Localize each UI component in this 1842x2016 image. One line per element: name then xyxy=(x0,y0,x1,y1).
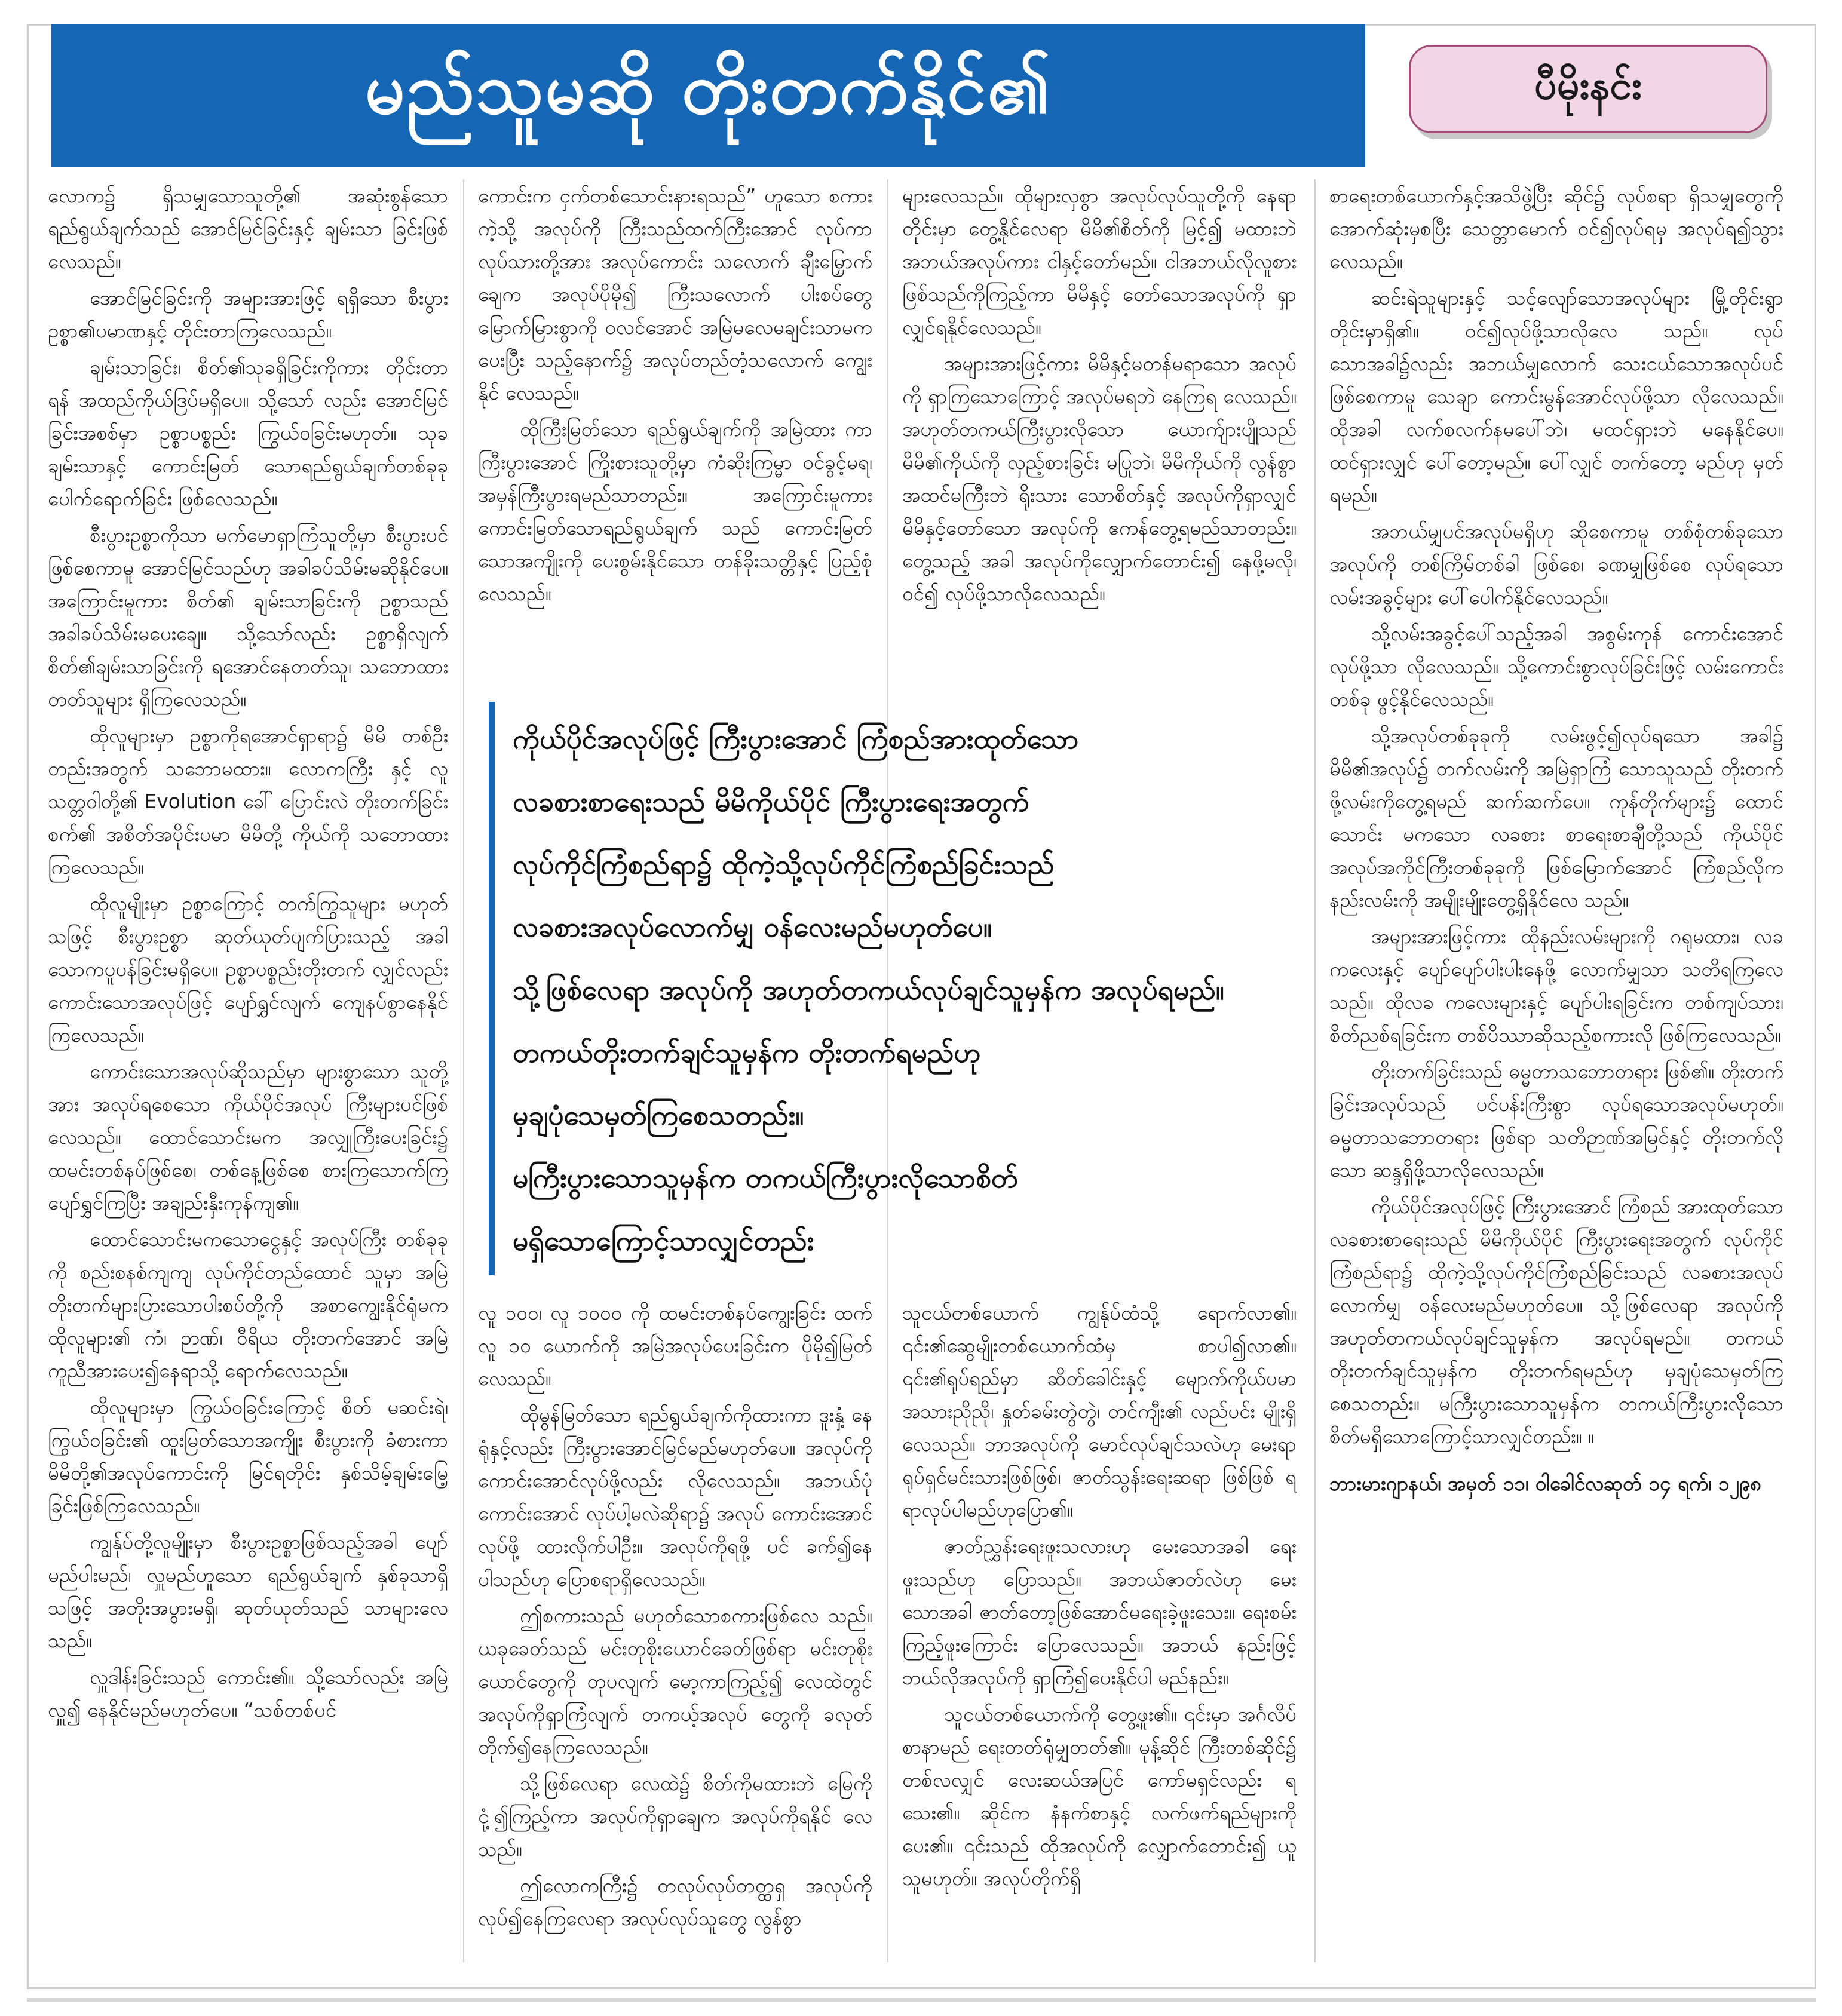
paragraph: သူငယ်တစ်ယောက်ကို တွေ့ဖူး၏။ ၎င်းမှာ အင်္ဂလိပ်စာနာမည် ရေးတတ်ရုံမျှတတ်၏။ မုန့်ဆိုင် ကြီးတစ်ဆိုင်၌ တစ်လလျှင် လေးဆယ်အပြင် ကော်မရှင်လည်း ရသေး၏။ ဆိုင်က နံနက်စာနှင့် လက်ဖက်ရည်များကို ပေး၏။ ၎င်းသည် ထိုအလုပ်ကို လျှောက်တောင်း၍ ယူသူမဟုတ်။ အလုပ်တိုက်ရှိ xyxy=(902,1702,1297,1890)
author-badge xyxy=(1409,45,1767,133)
paragraph: စာရေးတစ်ယောက်နှင့်အသိဖွဲ့ပြီး ဆိုင်၌ လုပ်စရာ ရှိသမျှတွေကို အောက်ဆုံးမှစပြီး သေတ္တာမောက် ဝင်၍လုပ်ရမှ အလုပ်ရ၍သွားလေသည်။ xyxy=(1329,184,1783,273)
paragraph: ကျွန်ုပ်တို့လူမျိုးမှာ စီးပွားဥစ္စာဖြစ်သည့်အခါ ပျော်မည်ပါးမည်၊ လှူမည်ဟူသော ရည်ရွယ်ချက် နှစ်ခုသာရှိသဖြင့် အတိုးအပွားမရှိ၊ ဆုတ်ယုတ်သည် သာများလေသည်။ xyxy=(48,1530,448,1652)
article-title: မည်သူမဆို တိုးတက်နိုင်၏ xyxy=(364,47,1052,130)
paragraph: သို့ဖြစ်လေရာ လေထဲ၌ စိတ်ကိုမထားဘဲ မြေကို ငုံ့၍ကြည့်ကာ အလုပ်ကိုရှာချေက အလုပ်ကိုရနိုင် လေသည်။ xyxy=(478,1772,872,1861)
source-citation: ဘားမားဂျာနယ်၊ အမှတ် ၁၁၊ ဝါခေါင်လဆုတ် ၁၄ ရက်၊ ၁၂၉၈ xyxy=(1329,1472,1762,1495)
column-divider xyxy=(463,179,464,1962)
pull-quote-line: တကယ်တိုးတက်ချင်သူမှန်က တိုးတက်ရမည်ဟု xyxy=(513,1036,981,1069)
pull-quote-text xyxy=(513,708,1307,1272)
column-2-top xyxy=(478,179,872,669)
column-divider xyxy=(1314,179,1316,1962)
paragraph: ကောင်းက ငှက်တစ်သောင်းနားရသည်” ဟူသော စကားကဲ့သို့ အလုပ်ကို ကြီးသည်ထက်ကြီးအောင် လုပ်ကာ လုပ်သားတို့အား အလုပ်ကောင်း သလောက် ချီးမြှောက်ချေက အလုပ်ပိုမို၍ ကြီးသလောက် ပါးစပ်တွေမြောက်မြားစွာကို ဝလင်အောင် အမြဲမလေမချင်းသာမက ပေးပြီး သည့်နောက်၌ အလုပ်တည်တံ့သလောက် ကျွေးနိုင် လေသည်။ xyxy=(478,184,872,404)
paragraph: ဆင်းရဲသူများနှင့် သင့်လျော်သောအလုပ်များ မြို့တိုင်းရွာတိုင်းမှာရှိ၏။ ဝင်၍လုပ်ဖို့သာလိုလေ သည်။ လုပ်သောအခါ၌လည်း အဘယ်မျှလောက် သေးငယ်သောအလုပ်ပင်ဖြစ်စေကာမူ သေချာ ကောင်းမွန်အောင်လုပ်ဖို့သာ လိုလေသည်။ ထိုအခါ လက်စလက်နမပေါ်ဘဲ၊ မထင်ရှားဘဲ မနေနိုင်ပေ။ ထင်ရှားလျှင် ပေါ်တော့မည်။ ပေါ်လျှင် တက်တော့ မည်ဟု မှတ်ရမည်။ xyxy=(1329,286,1783,507)
pull-quote-line: လခစားအလုပ်လောက်မျှ ဝန်လေးမည်မဟုတ်ပေ။ xyxy=(513,911,992,943)
paragraph: ကိုယ်ပိုင်အလုပ်ဖြင့် ကြီးပွားအောင် ကြံစည် အားထုတ်သော လခစားစာရေးသည် မိမိကိုယ်ပိုင် ကြီးပွားရေးအတွက် လုပ်ကိုင်ကြံစည်ရာ၌ ထိုကဲ့သို့လုပ်ကိုင်ကြံစည်ခြင်းသည် လခစားအလုပ် လောက်မျှ ဝန်လေးမည်မဟုတ်ပေ။ သို့ဖြစ်လေရာ အလုပ်ကို အဟုတ်တကယ်လုပ်ချင်သူမှန်က အလုပ်ရမည်။ တကယ်တိုးတက်ချင်သူမှန်က တိုးတက်ရမည်ဟု မှချပုံသေမှတ်ကြစေသတည်း။ မကြီးပွားသောသူမှန်က တကယ်ကြီးပွားလိုသော စိတ်မရှိသောကြောင့်သာလျှင်တည်း။ ။ xyxy=(1329,1195,1783,1448)
paragraph: သူငယ်တစ်ယောက် ကျွန်ုပ်ထံသို့ ရောက်လာ၏။ ၎င်း၏ဆွေမျိုးတစ်ယောက်ထံမှ စာပါ၍လာ၏။ ၎င်း၏ရုပ်ရည်မှာ ဆိတ်ခေါင်းနှင့် မျောက်ကိုယ်ပမာ အသားညိုညို၊ နှုတ်ခမ်းတွဲတွဲ၊ တင်ကျီး၏ လည်ပင်း မျိုးရှိလေသည်။ ဘာအလုပ်ကို မောင်လုပ်ချင်သလဲဟု မေးရာ ရုပ်ရှင်မင်းသားဖြစ်ဖြစ်၊ ဇာတ်သွန်းရေးဆရာ ဖြစ်ဖြစ် ရရာလုပ်ပါမည်ဟုပြော၏။ xyxy=(902,1301,1297,1521)
paragraph: ဤစကားသည် မဟုတ်သောစကားဖြစ်လေ သည်။ ယခုခေတ်သည် မင်းတုစိုးယောင်ခေတ်ဖြစ်ရာ မင်းတုစိုးယောင်တွေကို တုပလျက် မော့ကာကြည့်၍ လေထဲတွင် အလုပ်ကိုရှာကြံလျက် တကယ့်အလုပ် တွေကို ခလုတ်တိုက်၍နေကြလေသည်။ xyxy=(478,1604,872,1759)
paragraph: စီးပွားဥစ္စာကိုသာ မက်မောရှာကြံသူတို့မှာ စီးပွားပင်ဖြစ်စေကာမူ အောင်မြင်သည်ဟု အခါခပ်သိမ်းမဆိုနိုင်ပေ။ အကြောင်းမူကား စိတ်၏ ချမ်းသာခြင်းကို ဥစ္စာသည် အခါခပ်သိမ်းမပေးချေ။ သို့သော်လည်း ဥစ္စာရှိလျက် စိတ်၏ချမ်းသာခြင်းကို ရအောင်နေတတ်သူ၊ သဘောထားတတ်သူများ ရှိကြလေသည်။ xyxy=(48,523,448,711)
paragraph: ထိုကြီးမြတ်သော ရည်ရွယ်ချက်ကို အမြဲထား ကာ ကြီးပွားအောင် ကြိုးစားသူတို့မှာ ကံဆိုးကြမ္မာ ဝင်ခွင့်မရ၊ အမှန်ကြီးပွားရမည်သာတည်း။ အကြောင်းမူကား ကောင်းမြတ်သောရည်ရွယ်ချက် သည် ကောင်းမြတ်သောအကျိုးကို ပေးစွမ်းနိုင်သော တန်ခိုးသတ္တိနှင့် ပြည့်စုံလေသည်။ xyxy=(478,418,872,605)
paragraph: လောက၌ ရှိသမျှသောသူတို့၏ အဆုံးစွန်သော ရည်ရွယ်ချက်သည် အောင်မြင်ခြင်းနှင့် ချမ်းသာ ခြင်းဖြစ်လေသည်။ xyxy=(48,184,448,273)
paragraph: ထိုလူများမှာ ဥစ္စာကိုရအောင်ရှာရာ၌ မိမိ တစ်ဦးတည်းအတွက် သဘောမထား။ လောကကြီး နှင့် လူသတ္တဝါတို့၏ Evolution ခေါ် ပြောင်းလဲ တိုးတက်ခြင်းစက်၏ အစိတ်အပိုင်းပမာ မိမိတို့ ကိုယ်ကို သဘောထားကြလေသည်။ xyxy=(48,724,448,879)
pull-quote-line: မကြီးပွားသောသူမှန်က တကယ်ကြီးပွားလိုသောစိတ် xyxy=(513,1162,1018,1194)
column-1 xyxy=(48,179,448,1959)
column-4 xyxy=(1329,179,1783,1959)
bottom-rule xyxy=(27,1998,1816,2002)
paragraph: ထိုလူများမှာ ကြွယ်ဝခြင်းကြောင့် စိတ် မဆင်းရဲ၊ ကြွယ်ဝခြင်း၏ ထူးမြတ်သောအကျိုး စီးပွားကို ခံစားကာ မိမိတို့၏အလုပ်ကောင်းကို မြင်ရတိုင်း နှစ်သိမ့်ချမ်းမြေ့ခြင်းဖြစ်ကြလေသည်။ xyxy=(48,1395,448,1517)
pull-quote-line: မှချပုံသေမှတ်ကြစေသတည်း။ xyxy=(513,1099,804,1131)
pull-quote-line: ကိုယ်ပိုင်အလုပ်ဖြင့် ကြီးပွားအောင် ကြံစည်အားထုတ်သော xyxy=(513,723,1079,755)
pull-quote-line: မရှိသောကြောင့်သာလျှင်တည်း xyxy=(513,1225,814,1257)
paragraph: ချမ်းသာခြင်း၊ စိတ်၏သုခရှိခြင်းကိုကား တိုင်းတာရန် အထည်ကိုယ်ဒြပ်မရှိပေ။ သို့သော် လည်း အောင်မြင်ခြင်းအစစ်မှာ ဥစ္စာပစ္စည်း ကြွယ်ဝခြင်းမဟုတ်။ သုခချမ်းသာနှင့် ကောင်းမြတ် သောရည်ရွယ်ချက်တစ်ခုခု ပေါက်ရောက်ခြင်း ဖြစ်လေသည်။ xyxy=(48,355,448,510)
paragraph: ထောင်သောင်းမကသောငွေနှင့် အလုပ်ကြီး တစ်ခုခုကို စည်းစနစ်ကျကျ လုပ်ကိုင်တည်ထောင် သူမှာ အမြဲတိုးတက်များပြားသောပါးစပ်တို့ကို အစာကျွေးနိုင်ရုံမက ထိုလူများ၏ ကံ၊ ဉာဏ်၊ ဝီရိယ တိုးတက်အောင် အမြဲကူညီအားပေး၍နေရာသို့ ရောက်လေသည်။ xyxy=(48,1228,448,1382)
paragraph: ကောင်းသောအလုပ်ဆိုသည်မှာ များစွာသော သူတို့အား အလုပ်ရစေသော ကိုယ်ပိုင်အလုပ် ကြီးများပင်ဖြစ်လေသည်။ ထောင်သောင်းမက အလျှုကြီးပေးခြင်း၌ ထမင်းတစ်နပ်ဖြစ်စေ၊ တစ်နေ့ဖြစ်စေ စားကြသောက်ကြ ပျော်ရွှင်ကြပြီး အချည်းနှီးကုန်ကျ၏။ xyxy=(48,1060,448,1214)
pull-quote xyxy=(489,702,1307,1275)
paragraph: ဇာတ်ညွှန်းရေးဖူးသလားဟု မေးသောအခါ ရေးဖူးသည်ဟု ပြောသည်။ အဘယ်ဇာတ်လဲဟု မေးသောအခါ ဇာတ်တော့ဖြစ်အောင်မရေးခဲ့ဖူးသေး။ ရေးစမ်းကြည့်ဖူးကြောင်း ပြောလေသည်။ အဘယ် နည်းဖြင့် ဘယ်လိုအလုပ်ကို ရှာကြံ၍ပေးနိုင်ပါ မည်နည်း။ xyxy=(902,1535,1297,1689)
author-name: ပီမိုးနင်း xyxy=(1534,62,1642,108)
column-3-top xyxy=(902,179,1297,675)
pull-quote-line: သို့ဖြစ်လေရာ အလုပ်ကို အဟုတ်တကယ်လုပ်ချင်သူမှန်က အလုပ်ရမည်။ xyxy=(513,974,1224,1006)
paragraph: အများအားဖြင့်ကား မိမိနှင့်မတန်မရာသော အလုပ်ကို ရှာကြသောကြောင့် အလုပ်မရဘဲ နေကြရ လေသည်။ အဟုတ်တကယ်ကြီးပွားလိုသော ယောက်ျားပျိုသည် မိမိ၏ကိုယ်ကို လှည့်စားခြင်း မပြုဘဲ၊ မိမိကိုယ်ကို လွန်စွာအထင်မကြီးဘဲ ရိုးသား သောစိတ်နှင့် အလုပ်ကိုရှာလျှင် မိမိနှင့်တော်သော အလုပ်ကို ဧကန်တွေ့ရမည်သာတည်း။ တွေ့သည့် အခါ အလုပ်ကိုလျှောက်တောင်း၍ နေဖို့မလို၊ ဝင်၍ လုပ်ဖို့သာလိုလေသည်။ xyxy=(902,352,1297,605)
pull-quote-line: လခစားစာရေးသည် မိမိကိုယ်ပိုင် ကြီးပွားရေးအတွက် xyxy=(513,785,1029,818)
column-2-bottom xyxy=(478,1296,872,1965)
paragraph: လူ ၁၀၀၊ လူ ၁၀၀၀ ကို ထမင်းတစ်နပ်ကျွေးခြင်း ထက် လူ ၁၀ ယောက်ကို အမြဲအလုပ်ပေးခြင်းက ပိုမို၍မြတ်လေသည်။ xyxy=(478,1301,872,1390)
paragraph: ထိုလူမျိုးမှာ ဥစ္စာကြောင့် တက်ကြွသူများ မဟုတ်သဖြင့် စီးပွားဥစ္စာ ဆုတ်ယုတ်ပျက်ပြားသည့် အခါ သောကပူပန်ခြင်းမရှိပေ။ ဥစ္စာပစ္စည်းတိုးတက် လျှင်လည်း ကောင်းသောအလုပ်ဖြင့် ပျော်ရွှင်လျက် ကျေနပ်စွာနေနိုင်ကြလေသည်။ xyxy=(48,892,448,1047)
paragraph: အောင်မြင်ခြင်းကို အများအားဖြင့် ရရှိသော စီးပွားဥစ္စာ၏ပမာဏနှင့် တိုင်းတာကြလေသည်။ xyxy=(48,286,448,342)
paragraph: ဤလောကကြီး၌ တလုပ်လုပ်တတ္ထရှ အလုပ်ကို လုပ်၍နေကြလေရာ အလုပ်လုပ်သူတွေ လွန်စွာ xyxy=(478,1874,872,1930)
pull-quote-line: လုပ်ကိုင်ကြံစည်ရာ၌ ထိုကဲ့သို့လုပ်ကိုင်ကြံစည်ခြင်းသည် xyxy=(513,848,1055,880)
paragraph: လှူဒါန်းခြင်းသည် ကောင်း၏။ သို့သော်လည်း အမြဲလှူ၍ နေနိုင်မည်မဟုတ်ပေ။ “သစ်တစ်ပင် xyxy=(48,1665,448,1722)
column-3-bottom xyxy=(902,1296,1297,1965)
paragraph: ထိုမွန်မြတ်သော ရည်ရွယ်ချက်ကိုထားကာ ဒူးနှံ့ နေရုံနှင့်လည်း ကြီးပွားအောင်မြင်မည်မဟုတ်ပေ။ အလုပ်ကိုကောင်းအောင်လုပ်ဖို့လည်း လိုလေသည်။ အဘယ်ပုံကောင်းအောင် လုပ်ပါ့မလဲဆိုရာ၌ အလုပ် ကောင်းအောင်လုပ်ဖို့ ထားလိုက်ပါဦး။ အလုပ်ကိုရဖို့ ပင် ခက်၍နေပါသည်ဟု ပြောစရာရှိလေသည်။ xyxy=(478,1403,872,1591)
pull-quote-bar xyxy=(489,702,495,1275)
paragraph: တိုးတက်ခြင်းသည် ဓမ္မတာသဘောတရား ဖြစ်၏။ တိုးတက်ခြင်းအလုပ်သည် ပင်ပန်းကြီးစွာ လုပ်ရသောအလုပ်မဟုတ်။ ဓမ္မတာသဘောတရား ဖြစ်ရာ သတိဉာဏ်အမြင်နှင့် တိုးတက်လိုသော ဆန္ဒရှိဖို့သာလိုလေသည်။ xyxy=(1329,1060,1783,1182)
paragraph: သို့အလုပ်တစ်ခုခုကို လမ်းဖွင့်၍လုပ်ရသော အခါ၌ မိမိ၏အလုပ်၌ တက်လမ်းကို အမြဲရှာကြံ သောသူသည် တိုးတက်ဖို့လမ်းကိုတွေ့ရမည် ဆက်ဆက်ပေ။ ကုန်တိုက်များ၌ ထောင်သောင်း မကသော လခစား စာရေးစာချီတို့သည် ကိုယ်ပိုင် အလုပ်အကိုင်ကြီးတစ်ခုခုကို ဖြစ်မြောက်အောင် ကြံစည်လိုက နည်းလမ်းကို အမျိုးမျိုးတွေ့ရှိနိုင်လေ သည်။ xyxy=(1329,724,1783,912)
paragraph: များလေသည်။ ထိုများလှစွာ အလုပ်လုပ်သူတို့ကို နေရာတိုင်းမှာ တွေ့နိုင်လေရာ မိမိ၏စိတ်ကို မြင့်၍ မထားဘဲ အဘယ်အလုပ်ကား ငါနှင့်တော်မည်။ ငါအဘယ်လိုလူစားဖြစ်သည်ကိုကြည့်ကာ မိမိနှင့် တော်သောအလုပ်ကို ရှာလျှင်ရနိုင်လေသည်။ xyxy=(902,184,1297,339)
paragraph: အများအားဖြင့်ကား ထိုနည်းလမ်းများကို ဂရုမထား၊ လခကလေးနှင့် ပျော်ပျော်ပါးပါးနေဖို့ လောက်မျှသာ သတိရကြလေသည်။ ထိုလခ ကလေးများနှင့် ပျော်ပါးရခြင်းက တစ်ကျပ်သား၊ စိတ်ညစ်ရခြင်းက တစ်ပိဿာဆိုသည့်စကားလို ဖြစ်ကြလေသည်။ xyxy=(1329,925,1783,1047)
paragraph: အဘယ်မျှပင်အလုပ်မရှိဟု ဆိုစေကာမူ တစ်စုံတစ်ခုသောအလုပ်ကို တစ်ကြိမ်တစ်ခါ ဖြစ်စေ၊ ခဏမျှဖြစ်စေ လုပ်ရသောလမ်းအခွင့်များ ပေါ်ပေါက်နိုင်လေသည်။ xyxy=(1329,520,1783,609)
paragraph: သို့လမ်းအခွင့်ပေါ်သည့်အခါ အစွမ်းကုန် ကောင်းအောင်လုပ်ဖို့သာ လိုလေသည်။ သို့ကောင်းစွာလုပ်ခြင်းဖြင့် လမ်းကောင်းတစ်ခု ဖွင့်နိုင်လေသည်။ xyxy=(1329,622,1783,711)
title-banner xyxy=(51,24,1365,167)
